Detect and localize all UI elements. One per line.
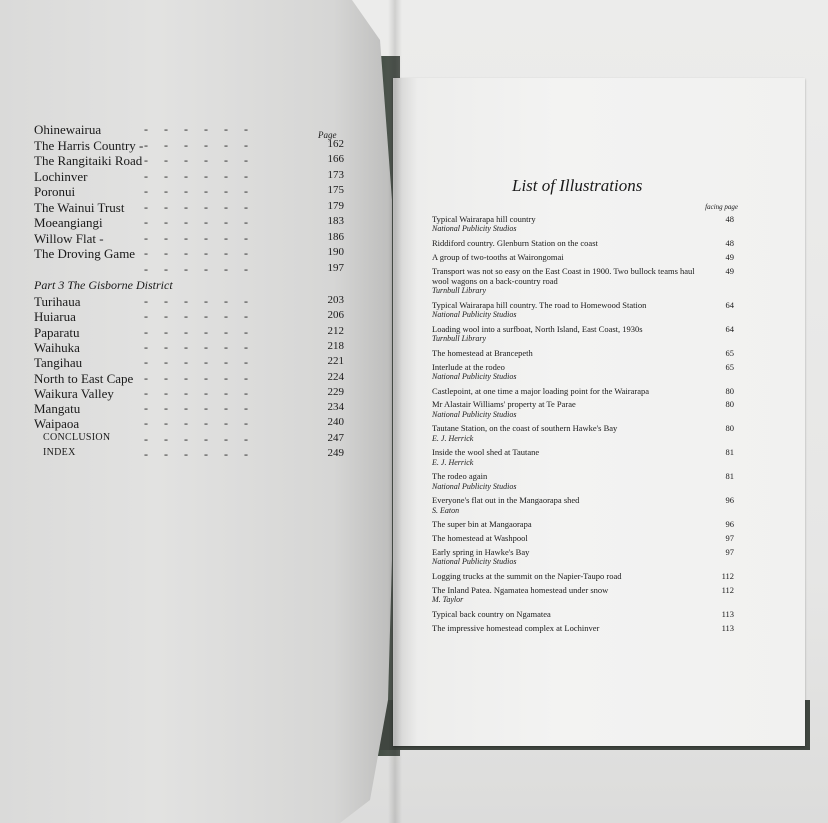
illustration-page: 65: [725, 361, 734, 372]
contents-entry-title: The Wainui Trust: [34, 199, 125, 215]
contents-entry: [34, 416, 354, 432]
illustration-page: 64: [725, 323, 734, 334]
page-label: Page: [318, 130, 337, 140]
illustration-page: 112: [721, 571, 734, 581]
contents-entry-title: The Harris Country -: [34, 137, 144, 153]
contents-entry-title: Waihuka: [34, 339, 80, 355]
contents-entry-title: North to East Cape: [34, 370, 134, 386]
contents-entry-title: Turihaua: [34, 294, 81, 309]
illustration-caption: The homestead at Brancepeth: [432, 347, 533, 358]
contents-entry: [34, 169, 354, 185]
illustration-page: 49: [725, 251, 734, 262]
leader-dashes: ------: [144, 431, 264, 446]
illustration-caption: Everyone's flat out in the Mangaorapa shed: [432, 495, 580, 506]
illustration-page: 80: [725, 399, 734, 410]
leader-dashes: ------: [144, 137, 264, 152]
contents-entry-page: 175: [327, 184, 344, 196]
contents-entry-title: Huiarua: [34, 309, 76, 325]
illustration-entry: [432, 238, 738, 248]
leader-dashes: ------: [144, 294, 264, 308]
illustration-page: 81: [725, 471, 734, 482]
contents-entry-title: Moeangiangi: [34, 215, 103, 230]
illustration-entry: [432, 423, 738, 443]
contents-entry-title: Waipaoa: [34, 416, 80, 432]
illustration-page: 96: [725, 495, 734, 506]
illustration-entry: [432, 214, 738, 234]
leader-dashes: ------: [144, 230, 264, 245]
illustration-entry: [432, 399, 738, 419]
contents-entry-title: Paparatu: [34, 324, 80, 340]
contents-entry-page: 203: [327, 294, 344, 306]
leader-dashes: ------: [144, 324, 264, 339]
illustration-caption: Interlude at the rodeo: [432, 361, 505, 372]
contents-entry-page: 234: [327, 401, 344, 414]
contents-entry-page: 173: [327, 168, 344, 181]
contents-entry-title: Tangihau: [34, 355, 83, 371]
illustration-entry: [432, 362, 738, 382]
contents-entry-page: 221: [327, 355, 344, 368]
contents-entry: [34, 371, 354, 387]
contents-entry: [34, 122, 354, 138]
illustration-credit: E. J. Herrick: [432, 433, 474, 443]
illustration-page: 64: [725, 299, 734, 310]
leader-dashes: ------: [144, 246, 264, 260]
contents-entry: [34, 386, 354, 402]
contents-entry: [34, 215, 354, 231]
contents-entry-page: 166: [327, 153, 344, 165]
contents-entry-title: The Rangitaiki Road: [34, 153, 143, 168]
illustration-caption: Typical back country on Ngamatea: [432, 608, 551, 619]
contents-entry: [34, 401, 354, 417]
illustration-page: 80: [725, 423, 734, 434]
illustration-page: 97: [725, 533, 734, 544]
illustration-credit: National Publicity Studios: [432, 557, 517, 567]
illustration-entry: [432, 495, 738, 515]
illustration-page: 80: [725, 385, 734, 396]
illustration-page: 65: [725, 347, 734, 358]
leader-dashes: ------: [144, 199, 264, 214]
contents-entry-page: 197: [327, 261, 344, 274]
contents-entry: [34, 447, 354, 463]
contents-entry-page: 218: [327, 339, 344, 352]
contents-entry: [34, 231, 354, 247]
contents-entry-title: Lochinver: [34, 168, 88, 184]
contents-entry-page: 179: [327, 199, 344, 212]
illustration-caption: Logging trucks at the summit on the Napier-Taupo road: [432, 571, 622, 581]
leader-dashes: ------: [144, 215, 264, 229]
illustration-credit: E. J. Herrick: [432, 457, 474, 467]
illustration-page: 48: [725, 238, 734, 248]
illustration-caption: Early spring in Hawke's Bay: [432, 547, 530, 557]
leader-dashes: ------: [144, 309, 264, 324]
contents-entry-title: Waikura Valley: [34, 385, 114, 401]
illustration-entry: [432, 547, 738, 567]
illustration-page: 48: [725, 214, 734, 224]
leader-dashes: ------: [144, 447, 264, 461]
leader-dashes: ------: [144, 416, 264, 431]
illustration-page: 81: [725, 447, 734, 458]
illustration-caption: Tautane Station, on the coast of southern Hawke's Bay: [432, 423, 618, 434]
illustration-caption: The homestead at Washpool: [432, 533, 528, 544]
illustration-caption: The Inland Patea. Ngamatea homestead under snow: [432, 584, 609, 595]
contents-entry-page: 229: [327, 385, 344, 398]
leader-dashes: ------: [144, 122, 264, 136]
contents-entry: [34, 262, 354, 278]
illustration-caption: The impressive homestead complex at Lochinver: [432, 622, 600, 633]
part-heading: Part 3 The Gisborne District: [34, 278, 173, 292]
illustration-caption: Riddiford country. Glenburn Station on the coast: [432, 238, 598, 248]
contents-entry-page: 224: [327, 370, 344, 383]
leader-dashes: ------: [144, 153, 264, 167]
illustration-credit: Turnbull Library: [432, 334, 487, 343]
illustration-credit: National Publicity Studios: [432, 310, 517, 319]
contents-entry-page: 206: [327, 309, 344, 322]
illustration-credit: S. Eaton: [432, 505, 460, 515]
illustration-entry: [432, 252, 738, 262]
leader-dashes: ------: [144, 385, 264, 400]
illustration-credit: National Publicity Studios: [432, 224, 517, 234]
contents-entry-page: 247: [327, 431, 344, 444]
leader-dashes: ------: [144, 339, 264, 354]
contents-entry-page: 162: [327, 137, 344, 150]
contents-entry: [34, 200, 354, 216]
list-title: List of Illustrations: [512, 176, 643, 195]
illustration-caption: Castlepoint, at one time a major loading point for the Wairarapa: [432, 385, 650, 396]
contents-entry-page: 212: [327, 324, 344, 337]
illustration-caption: Mr Alastair Williams' property at Te Parae: [432, 399, 576, 410]
illustration-credit: M. Taylor: [432, 595, 464, 604]
illustration-credit: National Publicity Studios: [432, 481, 517, 491]
illustration-caption: Inside the wool shed at Tautane: [432, 447, 540, 458]
illustration-entry: [432, 324, 738, 344]
contents-entry-title: INDEX: [43, 447, 76, 458]
facing-page-label: facing page: [705, 203, 738, 211]
contents-entry: [34, 246, 354, 262]
illustration-entry: [432, 266, 738, 297]
illustration-page: 97: [725, 547, 734, 557]
illustration-page: 49: [725, 265, 734, 276]
illustration-page: 113: [721, 622, 734, 633]
illustration-entry: [432, 348, 738, 358]
illustration-page: 96: [725, 519, 734, 530]
contents-entry-title: Mangatu: [34, 401, 81, 417]
illustration-credit: National Publicity Studios: [432, 409, 517, 419]
gutter-shadow: [388, 0, 402, 823]
contents-entry-page: 240: [327, 416, 344, 429]
contents-entry-title: The Droving Game: [34, 246, 136, 261]
illustration-entry: [432, 386, 738, 396]
contents-entry: [34, 325, 354, 341]
illustration-caption: A group of two-tooths at Wairongomai: [432, 251, 564, 262]
illustration-entry: [432, 300, 738, 320]
contents-entry-page: 186: [327, 230, 344, 243]
contents-entry-title: Ohinewairua: [34, 122, 102, 137]
contents-entry: [34, 340, 354, 356]
contents-entry-page: 249: [327, 447, 344, 459]
leader-dashes: ------: [144, 370, 264, 385]
illustration-caption: The rodeo again: [432, 471, 488, 482]
leader-dashes: ------: [144, 261, 264, 276]
contents-entry-title: Willow Flat -: [34, 230, 104, 246]
contents-entry: [34, 294, 354, 310]
illustration-entry: [432, 471, 738, 491]
illustration-credit: Turnbull Library: [432, 286, 487, 295]
illustration-entry: [432, 533, 738, 543]
illustration-page: 112: [721, 584, 734, 595]
illustration-caption: Transport was not so easy on the East Coast in 1900. Two bullock teams haul wool wagons on a back-country road: [432, 265, 695, 286]
leader-dashes: ------: [144, 168, 264, 183]
contents-entry: [34, 309, 354, 325]
contents-entry: [34, 153, 354, 169]
contents-entry: [34, 138, 354, 154]
illustration-page: 113: [721, 608, 734, 619]
leader-dashes: ------: [144, 355, 264, 370]
contents-entry: [34, 355, 354, 371]
illustration-caption: Loading wool into a surfboat, North Island, East Coast, 1930s: [432, 323, 643, 334]
illustration-caption: Typical Wairarapa hill country: [432, 214, 536, 224]
contents-entry: [34, 184, 354, 200]
illustration-entry: [432, 623, 738, 633]
contents-entry: [34, 432, 354, 448]
illustration-entry: [432, 519, 738, 529]
illustration-caption: The super bin at Mangaorapa: [432, 519, 532, 530]
illustration-caption: Typical Wairarapa hill country. The road to Homewood Station: [432, 299, 647, 310]
contents-entry-page: 183: [327, 215, 344, 227]
illustration-entry: [432, 585, 738, 605]
contents-entry-title: CONCLUSION: [43, 431, 111, 443]
leader-dashes: ------: [144, 184, 264, 198]
illustration-entry: [432, 609, 738, 619]
illustration-entry: [432, 447, 738, 467]
contents-entry-title: Poronui: [34, 184, 76, 199]
contents-entry-page: 190: [327, 246, 344, 258]
illustration-credit: National Publicity Studios: [432, 371, 517, 381]
leader-dashes: ------: [144, 401, 264, 416]
illustration-entry: [432, 571, 738, 581]
